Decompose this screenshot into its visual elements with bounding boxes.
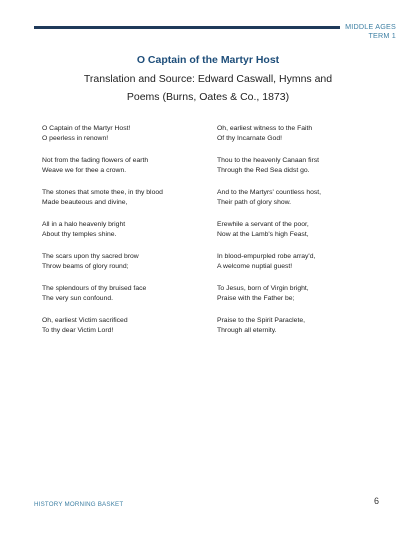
poem-stanza xyxy=(42,316,207,336)
footer-label: HISTORY MORNING BASKET xyxy=(34,501,124,508)
poem-line: O Captain of the Martyr Host! xyxy=(42,125,131,132)
poem-line: Not from the fading flowers of earth xyxy=(42,157,149,164)
poem-line: Thou to the heavenly Canaan first xyxy=(217,157,320,164)
poem-stanza xyxy=(42,124,207,144)
poem-column-right xyxy=(217,124,387,348)
poem-line: The very sun confound. xyxy=(42,295,114,303)
poem-line: Through the Red Sea didst go. xyxy=(217,167,310,175)
source-line-2: Poems (Burns, Oates & Co., 1873) xyxy=(126,91,290,103)
poem-line: In blood-empurpled robe array'd, xyxy=(217,253,316,260)
poem-line: The stones that smote thee, in thy blood xyxy=(42,189,163,196)
poem-line: Made beauteous and divine, xyxy=(42,199,128,207)
poem-line: And to the Martyrs' countless host, xyxy=(217,189,322,196)
poem-stanza xyxy=(217,284,387,304)
poem-line: Oh, earliest Victim sacrificed xyxy=(42,317,128,324)
poem-line: The splendours of thy bruised face xyxy=(42,285,147,292)
poem-stanza xyxy=(42,188,207,208)
poem-line: Praise with the Father be; xyxy=(217,295,295,303)
poem-line: A welcome nuptial guest! xyxy=(217,263,293,271)
poem-stanza xyxy=(42,284,207,304)
poem-stanza xyxy=(217,156,387,176)
poem-line: To thy dear Victim Lord! xyxy=(42,327,114,335)
poem-line: Of thy Incarnate God! xyxy=(217,135,282,143)
section-tag-term: TERM 1 xyxy=(368,30,396,40)
poem-line: Now at the Lamb's high Feast, xyxy=(217,231,309,239)
poem-line: Erewhile a servant of the poor, xyxy=(217,221,309,228)
poem-stanza xyxy=(42,220,207,240)
header-rule xyxy=(34,26,340,29)
poem-stanza xyxy=(42,156,207,176)
poem-line: Their path of glory show. xyxy=(217,199,292,207)
poem-source xyxy=(58,70,358,106)
poem-stanza xyxy=(217,252,387,272)
poem-stanza xyxy=(217,220,387,240)
poem-title: O Captain of the Martyr Host xyxy=(136,54,280,66)
poem-stanza xyxy=(217,316,387,336)
poem-line: Weave we for thee a crown. xyxy=(42,167,127,175)
poem-line: About thy temples shine. xyxy=(42,231,117,239)
source-line-1: Translation and Source: Edward Caswall, Hymns and xyxy=(83,73,333,85)
poem-line: Oh, earliest witness to the Faith xyxy=(217,125,313,132)
poem-line: O peerless in renown! xyxy=(42,135,109,143)
poem-stanza xyxy=(217,124,387,144)
poem-stanza xyxy=(217,188,387,208)
section-tag xyxy=(336,23,396,40)
poem-column-left xyxy=(42,124,207,348)
poem-line: Through all eternity. xyxy=(217,327,277,335)
poem-stanza xyxy=(42,252,207,272)
poem-line: To Jesus, born of Virgin bright, xyxy=(217,285,309,292)
poem-line: All in a halo heavenly bright xyxy=(42,221,126,228)
page-number: 6 xyxy=(373,496,379,506)
poem-line: Throw beams of glory round; xyxy=(42,263,129,271)
section-tag-period: MIDDLE AGES xyxy=(345,22,396,31)
poem-line: The scars upon thy sacred brow xyxy=(42,253,139,260)
poem-line: Praise to the Spirit Paraclete, xyxy=(217,317,306,324)
